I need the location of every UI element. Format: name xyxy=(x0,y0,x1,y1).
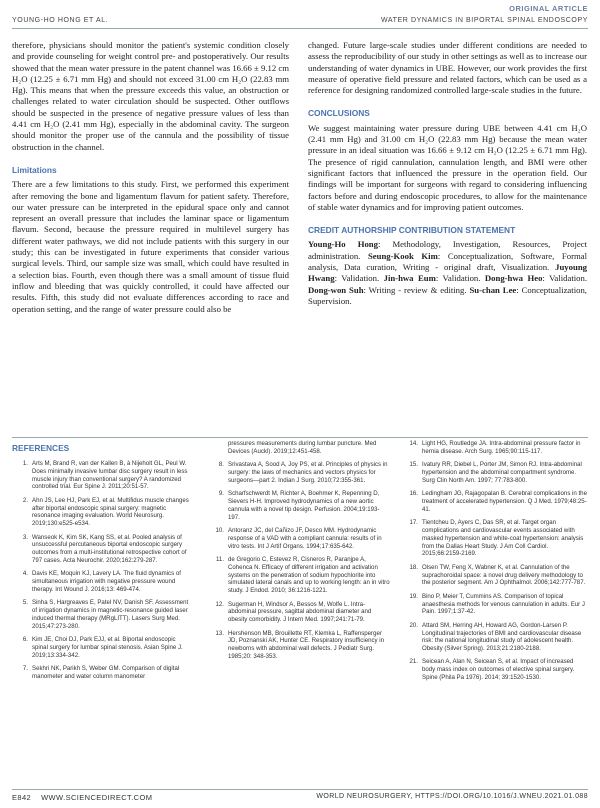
reference-number: 15. xyxy=(409,461,418,469)
reference-number: 19. xyxy=(409,592,418,600)
page-number: E842 xyxy=(12,793,32,802)
limitations-heading: Limitations xyxy=(12,164,57,175)
reference-item xyxy=(402,461,588,484)
reference-item xyxy=(12,665,192,681)
reference-number: 11. xyxy=(215,555,224,563)
reference-text: Arts M, Brand R, van der Kallen B, à Nijeholt GL, Peul W. Does minimally invasive lumbar disc surgery result in less muscle injury than conventional surgery? A randomized controlled trial. Eur Spine J. 2011;20:51-57. xyxy=(32,460,188,491)
contributor-name: Juyoung Hwang xyxy=(308,262,587,284)
reference-text: Light HG, Routledge JA. Intra-abdominal pressure factor in hernia disease. Arch Surg. 1965;90:115-117. xyxy=(422,440,581,455)
reference-item xyxy=(208,556,390,595)
reference-item xyxy=(12,534,192,565)
contributor-role: : Validation. xyxy=(435,273,485,284)
reference-number: 8. xyxy=(218,461,224,469)
reference-number: 2. xyxy=(22,496,28,504)
credit-heading: CREDIT AUTHORSHIP CONTRIBUTION STATEMENT xyxy=(308,225,516,236)
contributor-name: Dong-hwa Heo xyxy=(484,273,543,284)
reference-text: Ivatury RR, Diebel L, Porter JM, Simon RJ. Intra-abdominal hypertension and the abdominal compartment syndrome. Surg Clin North Am. 1997; 77:783-800. xyxy=(422,461,582,484)
reference-number: 21. xyxy=(409,658,418,666)
reference-item xyxy=(402,593,588,616)
paragraph: therefore, physicians should monitor the patient's systemic condition closely and provide counseling for weight control pre- and postoperatively. Our results showed that the mean water pressure in the patent channel was 16.66 ± 9.12 cm H₂O (12.25 ± 6.71 mm Hg) and should not exceed 31.00 cm H₂O (22.83 mm Hg). This means that when the pressure exceeds this value, an obstruction or challenges related to water circulation should be suspected. Other outflows should be suspected in the presence of negative pressure values of less than 4.41 cm H₂O (2.41 mm Hg), especially in the abdominal cavity. The surgeon should monitor the proper use of the cannula and the possibility of tissue obstruction in the channel. xyxy=(12,40,289,152)
reference-number: 3. xyxy=(22,533,28,541)
reference-item xyxy=(12,497,192,528)
contributor-role: : Validation. xyxy=(334,273,384,284)
reference-text: Sekhri NK, Parikh S, Weber GM. Comparison of digital manometer and water column manometer xyxy=(32,665,180,680)
references-column-2 xyxy=(208,440,390,666)
footer-page-and-site xyxy=(12,793,152,802)
reference-number: 9. xyxy=(218,490,224,498)
reference-item xyxy=(208,440,390,456)
reference-number: 7. xyxy=(22,665,28,673)
reference-text: de Gregorio C, Estevez R, Cisneros R, Paranjpe A, Cohenca N. Efficacy of different irrigation and activation systems on the penetration of sodium hypochlorite into simulated lateral canals and up to working length: an in vitro study. J Endod. 2010; 36:1216-1221. xyxy=(228,555,390,595)
reference-number xyxy=(208,440,228,456)
contributor-role: : Conceptualization, Software, Formal analysis, Data curation, Writing - original draft, Visualization. xyxy=(308,250,587,273)
contributor-name: Seung-Kook Kim xyxy=(367,250,438,261)
reference-number: 5. xyxy=(22,599,28,607)
reference-number: 13. xyxy=(215,629,224,637)
section-label: ORIGINAL ARTICLE xyxy=(509,4,588,13)
contributor-name: Dong-won Suh xyxy=(308,284,364,295)
references-column-3 xyxy=(402,440,588,687)
reference-item xyxy=(208,630,390,661)
reference-number: 12. xyxy=(215,600,224,608)
paragraph: changed. Future large-scale studies under different conditions are needed to assess the reproducibility of our study in other settings as well as to increase our understanding of water dynamics in UBE. However, our work provides the first measure of operative field pressure and related factors, which can be used as a reference for designing randomized controlled large-scale studies in the future. xyxy=(308,40,587,96)
reference-number: 4. xyxy=(22,570,28,578)
reference-text: Kim JE, Choi DJ, Park EJJ, et al. Biportal endoscopic spinal surgery for lumbar spinal stenosis. Asian Spine J. 2019;13:334-342. xyxy=(32,636,183,659)
contributor-role: : Writing - review & editing. xyxy=(363,284,470,295)
left-column xyxy=(12,40,289,323)
reference-text: Sinha S, Hargreaves E, Patel NV, Danish SF. Assessment of irrigation dynamics in magnetic-resonance guided laser induced thermal therapy (MRgLITT). Lasers Surg Med. 2015;47:273-280. xyxy=(32,599,189,630)
header-authors: YOUNG-HO HONG ET AL. xyxy=(12,17,109,24)
reference-text: Sugerman H, Windsor A, Bessos M, Wolfe L. Intra-abdominal pressure, sagittal abdominal diameter and obesity comorbidity. J Intern Med. 1997;241:71-79. xyxy=(228,600,372,624)
reference-item xyxy=(208,527,390,550)
paragraph: We suggest maintaining water pressure during UBE between 4.41 cm H₂O (2.41 mm Hg) and 31.00 cm H₂O (22.83 mm Hg) because the mean water pressure in an ideal situation was 16.66 ± 9.12 cm H₂O (12.25 ± 6.71 mm Hg). The presence of rigid cannulation, cannulation length, and BMI were other significant factors that influenced the pressure in the operation field. Our findings will be important for surgeons with regard to considering influencing factors before and during endoscopic procedures, to allow for the maintenance of stable water dynamics and for improving patient outcomes. xyxy=(308,122,587,212)
reference-item xyxy=(402,622,588,653)
reference-number: 17. xyxy=(409,519,418,527)
reference-item xyxy=(402,490,588,513)
reference-item xyxy=(402,658,588,681)
reference-text: Wanseok K, Kim SK, Kang SS, et al. Pooled analysis of unsuccessful percutaneous biportal endoscopic surgery outcomes from a multi-institutional retrospective cohort of 797 cases. Acta Neurochir. 2020;162:279-287. xyxy=(32,533,187,564)
reference-item xyxy=(402,564,588,587)
reference-text: Ledingham JG, Rajagopalan B. Cerebral complications in the treatment of accelerated hypertension. Q J Med. 1979;48:25-41. xyxy=(422,490,587,513)
reference-item xyxy=(402,519,588,558)
reference-text: Tientcheu D, Ayers C, Das SR, et al. Target organ complications and cardiovascular events associated with masked hypertension and white-coat hypertension: analysis from the Dallas Heart Study. J Am Coll Cardiol. 2015;66:2159-2169. xyxy=(422,519,584,558)
reference-text: Seicean A, Alan N, Seicean S, et al. Impact of increased body mass index on outcomes of elective spinal surgery. Spine (Phila Pa 1976). 2014; 39:1520-1530. xyxy=(422,658,575,682)
reference-number: 14. xyxy=(409,440,418,447)
contributor-name: Su-chan Lee xyxy=(469,284,517,295)
reference-text: Srivastava A, Sood A, Joy PS, et al. Principles of physics in surgery: the laws of mechanics and vectors physics for surgeons—part 2. Indian J Surg. 2010;72:355-361. xyxy=(228,461,388,484)
reference-text: Olsen TW, Feng X, Wabner K, et al. Cannulation of the suprachoroidal space: a novel drug delivery methodology to the posterior segment. Am J Ophthalmol. 2006;142:777-787. xyxy=(422,563,586,587)
conclusions-heading: CONCLUSIONS xyxy=(308,108,370,119)
reference-text: Attard SM, Herring AH, Howard AG, Gordon-Larsen P. Longitudinal trajectories of BMI and cardiovascular disease risk: the national longitudinal study of adolescent health. Obesity (Silver Spring). 2013;21:2180-2188. xyxy=(422,621,582,653)
contributor-role: : Conceptualization, Supervision. xyxy=(308,284,587,306)
header-running-title: WATER DYNAMICS IN BIPORTAL SPINAL ENDOSCOPY xyxy=(380,17,588,24)
contributor-name: Jin-hwa Eum xyxy=(383,273,436,284)
contributor-name: Young-Ho Hong xyxy=(308,239,378,250)
reference-text: Antoranz JC, del Cañizo JF, Desco MM. Hydrodynamic response of a VAD with a compliant cannula: results of in vitro tests. Int J Artif Organs. 1994;17:635-642. xyxy=(228,526,382,550)
reference-text: Ahn JS, Lee HJ, Park EJ, et al. Multifidus muscle changes after biportal endoscopic spinal surgery: magnetic resonance imaging evaluation. World Neurosurg. 2019;130:e525-e534. xyxy=(32,496,189,528)
reference-item xyxy=(12,460,192,491)
contributor-role: : Methodology, Investigation, Resources, Project administration. xyxy=(308,239,587,261)
reference-text: pressures measurements during lumbar puncture. Med Devices (Auckl). 2019;12:451-458. xyxy=(228,440,377,455)
reference-number: 20. xyxy=(409,621,418,629)
reference-number: 10. xyxy=(215,526,224,534)
journal-doi[interactable]: WORLD NEUROSURGERY, HTTPS://DOI.ORG/10.1016/J.WNEU.2021.01.088 xyxy=(316,793,588,800)
reference-item xyxy=(12,599,192,630)
reference-text: Scharfschwerdt M, Richter A, Boehmer K, Repenning D, Sievers H-H. Improved hydrodynamics of a new aortic cannula with a novel tip design. Perfusion. 2004;19:193-197. xyxy=(228,490,380,521)
reference-item xyxy=(12,636,192,659)
credit-statement xyxy=(308,239,587,307)
reference-number: 16. xyxy=(409,490,418,498)
references-divider xyxy=(12,437,588,438)
reference-item xyxy=(402,440,588,456)
reference-item xyxy=(208,461,390,484)
reference-text: Davis KE, Moquin KJ, Lavery LA. The fluid dynamics of simultaneous irrigation with negative pressure wound therapy. Int Wound J. 2016;13: 469-474. xyxy=(32,570,181,593)
site-link[interactable]: WWW.SCIENCEDIRECT.COM xyxy=(41,793,153,802)
reference-number: 1. xyxy=(22,460,28,467)
reference-item xyxy=(208,490,390,521)
reference-item xyxy=(208,601,390,624)
right-column xyxy=(308,40,587,315)
running-header xyxy=(12,17,588,29)
reference-text: Bino P, Meier T, Cummins AS. Comparison of topical anaesthesia methods for venous cannulation in adults. Eur J Pain. 1997;1:37-42. xyxy=(422,592,585,616)
contributor-role: : Validation. xyxy=(542,273,588,284)
paragraph: There are a few limitations to this study. First, we performed this experiment after removing the bone and ligamentum flavum for patient safety. Therefore, our water pressure can be interpreted in the epidural space only and cannot represent an overall pressure that includes the laminar space or ligamentum flavum. Second, because the pressure required in multilevel surgery has different water pathways, we did not include patients with this surgery in our study; this can be investigated in future experiments that consider various surgical levels. Third, our sample size was small, which could have resulted in a selection bias. Fourth, even though there was a small amount of tissue fluid inflow and bleeding that was quickly controlled, it could have affected our results. Fifth, this study did not evaluate differences according to race and operation setting, and the range of water pressure could also be xyxy=(12,179,289,314)
reference-number: 6. xyxy=(22,636,28,644)
references-heading: REFERENCES xyxy=(12,443,70,453)
references-column-1 xyxy=(12,460,192,686)
page-footer xyxy=(12,793,588,804)
reference-item xyxy=(12,570,192,593)
reference-number: 18. xyxy=(409,563,418,571)
footer-divider xyxy=(12,789,588,790)
reference-text: Hershenson MB, Brouillette RT, Klemka L, Raffensperger JD, Poznanski AK, Hunter CE. Respiratory insufficiency in newborns with abdominal wall defects. J Pediatr Surg. 1985;20: 348-353. xyxy=(228,629,385,660)
header-divider xyxy=(12,28,588,29)
